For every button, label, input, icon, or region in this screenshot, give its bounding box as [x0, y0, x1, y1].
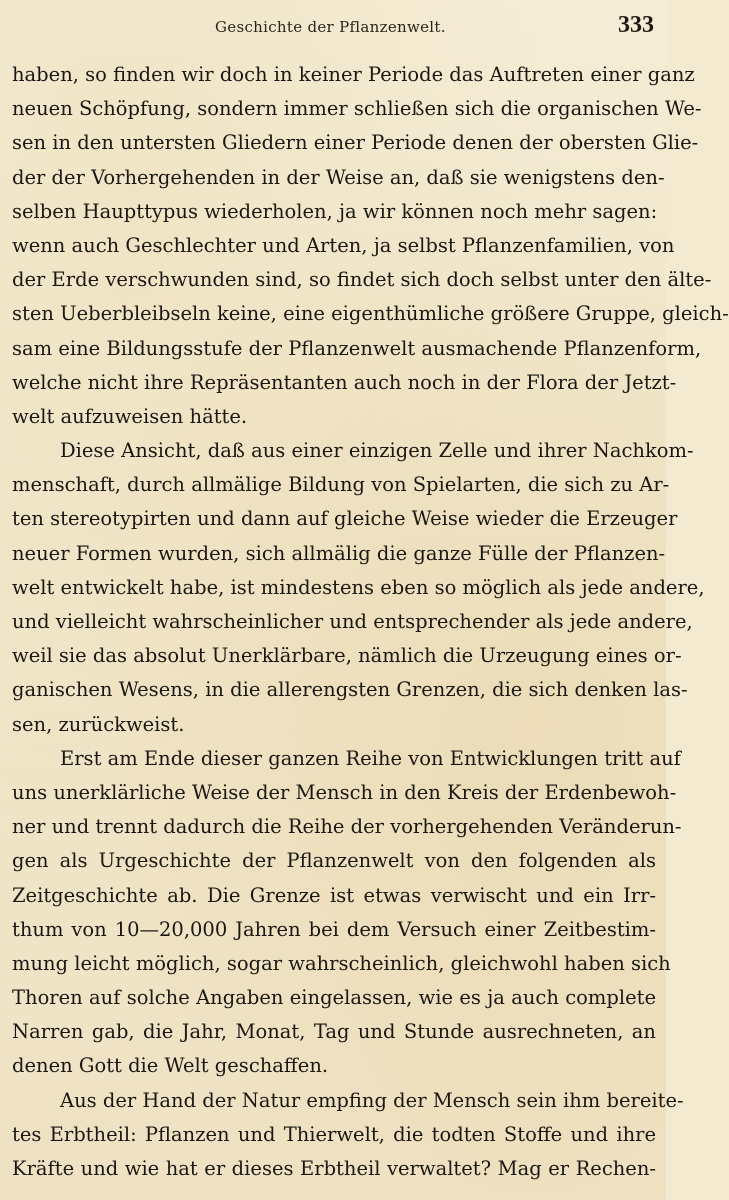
text-line: Zeitgeschichte ab. Die Grenze ist etwas verwischt und ein Irr-	[12, 883, 656, 907]
text-line: welt entwickelt habe, ist mindestens eben so möglich als jede andere,	[12, 575, 705, 599]
text-line: ganischen Wesens, in die allerengsten Grenzen, die sich denken las-	[12, 678, 688, 702]
text-line: thum von 10—20,000 Jahren bei dem Versuch einer Zeitbestim-	[12, 917, 656, 941]
text-line: uns unerklärliche Weise der Mensch in den Kreis der Erdenbewoh-	[12, 780, 677, 804]
text-line: der Erde verschwunden sind, so findet sich doch selbst unter den älte-	[12, 268, 712, 292]
text-line: Aus der Hand der Natur empfing der Mensch sein ihm bereite-	[60, 1088, 684, 1112]
text-line: welche nicht ihre Repräsentanten auch noch in der Flora der Jetzt-	[12, 370, 677, 394]
text-line: Kräfte und wie hat er dieses Erbtheil verwaltet? Mag er Rechen-	[12, 1157, 656, 1180]
text-line: der der Vorhergehenden in der Weise an, daß sie wenigstens den-	[12, 165, 665, 189]
text-line: menschaft, durch allmälige Bildung von Spielarten, die sich zu Ar-	[12, 473, 670, 497]
paragraph	[12, 1084, 684, 1187]
text-line: neuer Formen wurden, sich allmälig die ganze Fülle der Pflanzen-	[12, 541, 666, 565]
text-line: gen als Urgeschichte der Pflanzenwelt von den folgenden als	[12, 849, 656, 873]
text-line: selben Haupttypus wiederholen, ja wir können noch mehr sagen:	[12, 199, 658, 223]
text-line: wenn auch Geschlechter und Arten, ja selbst Pflanzenfamilien, von	[12, 233, 675, 257]
text-line: Diese Ansicht, daß aus einer einzigen Zelle und ihrer Nachkom-	[60, 439, 694, 463]
body-text	[12, 58, 729, 1186]
text-line: sen, zurückweist.	[12, 712, 185, 736]
running-head: Geschichte der Pflanzenwelt.	[215, 18, 446, 36]
text-line: denen Gott die Welt geschaffen.	[12, 1054, 329, 1078]
text-line: ner und trennt dadurch die Reihe der vorhergehenden Veränderun-	[12, 815, 682, 839]
text-line: mung leicht möglich, sogar wahrscheinlich, gleichwohl haben sich	[12, 951, 671, 975]
text-line: welt aufzuweisen hätte.	[12, 404, 248, 428]
text-line: sam eine Bildungsstufe der Pflanzenwelt ausmachende Pflanzenform,	[12, 336, 702, 360]
text-line: sten Ueberbleibseln keine, eine eigenthümliche größere Gruppe, gleich-	[12, 302, 729, 326]
text-line: tes Erbtheil: Pflanzen und Thierwelt, die todten Stoffe und ihre	[12, 1122, 656, 1146]
paragraph	[12, 58, 729, 434]
text-line: und vielleicht wahrscheinlicher und entsprechender als jede andere,	[12, 610, 693, 633]
text-line: Erst am Ende dieser ganzen Reihe von Entwicklungen tritt auf	[60, 746, 681, 770]
page-number: 333	[618, 12, 654, 38]
paragraph	[12, 434, 705, 742]
text-line: ten stereotypirten und dann auf gleiche Weise wieder die Erzeuger	[12, 507, 678, 531]
text-line: Narren gab, die Jahr, Monat, Tag und Stunde ausrechneten, an	[12, 1020, 656, 1044]
text-line: sen in den untersten Gliedern einer Periode denen der obersten Glie-	[12, 131, 699, 155]
text-line: haben, so finden wir doch in keiner Periode das Auftreten einer ganz	[12, 63, 695, 86]
paragraph	[12, 742, 682, 1084]
text-line: neuen Schöpfung, sondern immer schließen sich die organischen We-	[12, 97, 702, 121]
text-line: Thoren auf solche Angaben eingelassen, wie es ja auch complete	[12, 986, 656, 1010]
text-line: weil sie das absolut Unerklärbare, nämlich die Urzeugung eines or-	[12, 644, 682, 668]
page-header	[0, 12, 666, 44]
